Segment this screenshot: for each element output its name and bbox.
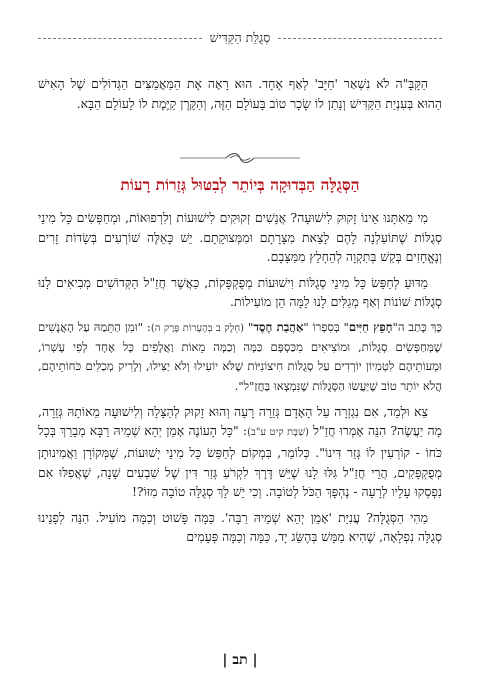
book-name-ahavat-chesed: אַהֲבַת חֶסֶד	[253, 319, 304, 334]
paragraph-4	[38, 402, 442, 502]
paragraph-4-b: : "כָּל הָעוֹנֶה אָמֵן יְהֵא שְׁמֵיהּ רַבָּא מְבָרַךְ בְּכָל כֹּחוֹ - קוֹרְעִין לוֹ גְּזַר דִּינוֹ". כְּלוֹמַר, בִּמְקוֹם לְחַפֵּשׂ כָּל מִינֵי יְשׁוּעוֹת, שֶׁמְּקוֹרָן וַאֲמִינוּתָן מְפֻקְפָּקִים, הֲרֵי חֲזַ"ל גִּלּוּ לָנוּ שֶׁיֵּשׁ דֶּרֶךְ לִקְרֹעַ גְּזַר דִּין שֶׁל שִׁבְעִים שָׁנָה, שֶׁאֲפִלּוּ אִם נִפְסְקוּ עָלָיו לְרָעָה - נֶהְפָּךְ הַכֹּל לְטוֹבָה. וְכִי יֵשׁ לָךְ סְגֻלָּה טוֹבָה מִזּוֹ?!	[38, 423, 442, 500]
quote-text: : "וּמִן הַתֵּמַהּ עַל הָאֲנָשִׁים שֶׁמְּחַפְּשִׂים סְגֻלּוֹת, וּמוֹצִיאִים מִכַּסְפָּם כַּמָּה וְכַמָּה מֵאוֹת וַאֲלָפִים כָּל אֶחָד לְפִי עָשְׁרוֹ, וּמְעוֹתֵיהֶם לִטְמִיוֹן יוֹרְדִים עַל סְגֻלּוֹת חִיצוֹנִיּוֹת שֶׁלֹּא יוֹעִילוּ וְלֹא יַצִּילוּ, וְלָרִיק מְכַלִּים כֹּחוֹתֵיהֶם, הֲלֹא יוֹתֵר טוֹב שֶׁיַּעֲשׂוּ הַסְּגֻלּוֹת שֶׁנִּמְצְאוּ בַּחֲזַ"ל".	[38, 319, 442, 393]
source-reference-1: (חֵלֶק ב בְּהֶעָרוֹת פֶּרֶק ה)	[150, 322, 245, 334]
running-head-rule-right	[278, 38, 442, 39]
paragraph-4-a: צֵא וּלְמַד, אִם נִגְזְרָה עַל הָאָדָם גְּזֵרָה רָעָה וְהוּא זָקוּק לְהַצָּלָה וְלִישׁוּעָה מֵאוֹתָהּ גְּזֵרָה, מָה יַעֲשֶׂה? הִנֵּה אָמְרוּ חֲזַ"ל	[38, 403, 442, 439]
section-heading: הַסְּגֻלָּה הַבְּדוּקָה בְּיוֹתֵר לְבִטּוּל גְּזֵרוֹת רָעוֹת	[120, 175, 360, 194]
paragraph-3-quote	[38, 318, 442, 396]
ornament-divider-icon	[0, 152, 480, 164]
intro-paragraph: הַקָּבָּ"ה לֹא נִשְׁאַר 'חַיָּב' לְאַף אֶחָד. הוּא רָאָה אֶת הַמַּאֲמַצִּים הַגְּדוֹלִים שֶׁל הָאִישׁ הַהוּא בְּעִנְיַת הַקַּדִּישׁ וְנָתַן לוֹ שָׂכָר טוֹב בָּעוֹלָם הַזֶּה, וְהַקֶּרֶן קַיֶּמֶת לוֹ לָעוֹלָם הַבָּא.	[38, 76, 442, 111]
source-reference-2: (שַׁבָּת קיט ע"ב)	[247, 427, 309, 439]
body-text	[38, 208, 442, 553]
paragraph-5: מַהִי הַסְּגֻלָּה? עֲנִיַּת 'אָמֵן יְהֵא שְׁמֵיהּ רַבָּה'. כַּמָּה פָּשׁוּט וְכַמָּה מוֹעִיל. הִנֵּה לְפָנֵינוּ סְגֻלָּה נִפְלָאָה, שֶׁהִיא מַמָּשׁ בְּהֶשֵּׂג יָד, כַּמָּה וְכַמָּה פְּעָמִים	[38, 509, 442, 545]
running-head-rule-left	[38, 38, 202, 39]
page-number: | תב |	[222, 652, 258, 668]
quote-after: "	[248, 319, 254, 334]
intro-paragraph-block	[38, 74, 442, 113]
running-head-title: סְגֻלַּת הַקַּדִּישׁ	[209, 30, 271, 45]
running-head	[38, 30, 442, 46]
book-name-chafetz-chaim: חָפֵץ חַיִּים	[348, 319, 393, 334]
quote-intro: כָּךְ כָּתַב ה"	[392, 319, 443, 334]
quote-mid: " בְּסִפְרוֹ "	[303, 319, 349, 334]
paragraph-1: מִי מֵאִתָּנוּ אֵינוֹ זָקוּק לִישׁוּעָה? אֲנָשִׁים זְקוּקִים לִישׁוּעוֹת וְלִרְפוּאוֹת, וּמְחַפְּשִׂים כָּל מִינֵי סְגֻלּוֹת שֶׁתּוֹעַלְנָה לָהֶם לָצֵאת מִצָּרָתָם וּמִמְּצוּקָתָם. יֵשׁ כָּאֵלֶּה שׁוֹרְעִים בְּשָׂדוֹת זָרִים וְנֶאֱחָזִים בְּקַשׁ בְּתִקְוָה לְהֵחָלֵץ מִמַּצָּבָם.	[38, 210, 442, 265]
ornament-divider-svg	[180, 152, 300, 164]
paragraph-2: מַדּוּעַ לְחַפֵּשׂ כָּל מִינֵי סְגֻלּוֹת וִישׁוּעוֹת מְפֻקְפָּקוֹת, כַּאֲשֶׁר חֲזַ"ל הַקְּדוֹשִׁים מְבִיאִים לָנוּ סְגֻלּוֹת שׁוֹנוֹת וְאַף מְגַלִּים לָנוּ לָמָּה הֵן מוֹעִילוֹת.	[38, 274, 442, 310]
